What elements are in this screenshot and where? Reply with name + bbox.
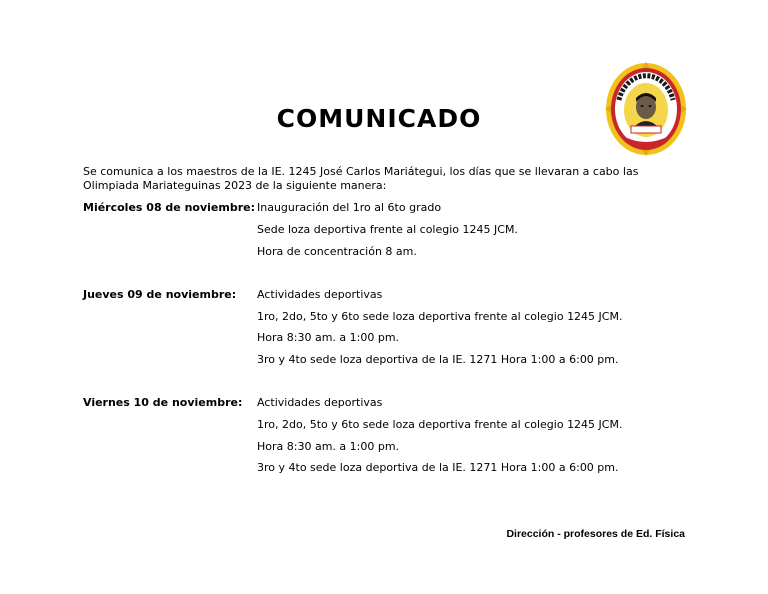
schedule-line: Inauguración del 1ro al 6to grado [257, 201, 442, 214]
schedule-line: Sede loza deportiva frente al colegio 1245 JCM. [257, 223, 518, 236]
signature: Dirección - profesores de Ed. Física [506, 528, 685, 540]
schedule-line: Hora 8:30 am. a 1:00 pm. [257, 440, 400, 453]
schedule-line: Actividades deportivas [257, 396, 383, 409]
day-label-wednesday: Miércoles 08 de noviembre: [83, 201, 255, 214]
intro-paragraph: Se comunica a los maestros de la IE. 1245 José Carlos Mariátegui, los días que se llevaran a cabo las Olimpiada Mariateguinas 2023 de la siguiente manera: [83, 165, 639, 192]
schedule-line: 1ro, 2do, 5to y 6to sede loza deportiva frente al colegio 1245 JCM. [257, 310, 623, 323]
schedule-line: Hora de concentración 8 am. [257, 245, 417, 258]
schedule-line: 3ro y 4to sede loza deportiva de la IE. 1271 Hora 1:00 a 6:00 pm. [257, 353, 619, 366]
page-title: COMUNICADO [276, 104, 482, 133]
schedule-line: Hora 8:30 am. a 1:00 pm. [257, 331, 400, 344]
day-label-thursday: Jueves 09 de noviembre: [83, 288, 237, 301]
schedule-line: 3ro y 4to sede loza deportiva de la IE. 1271 Hora 1:00 a 6:00 pm. [257, 461, 619, 474]
school-crest-icon [605, 62, 687, 156]
schedule-line: 1ro, 2do, 5to y 6to sede loza deportiva frente al colegio 1245 JCM. [257, 418, 623, 431]
schedule-line: Actividades deportivas [257, 288, 383, 301]
day-label-friday: Viernes 10 de noviembre: [83, 396, 243, 409]
